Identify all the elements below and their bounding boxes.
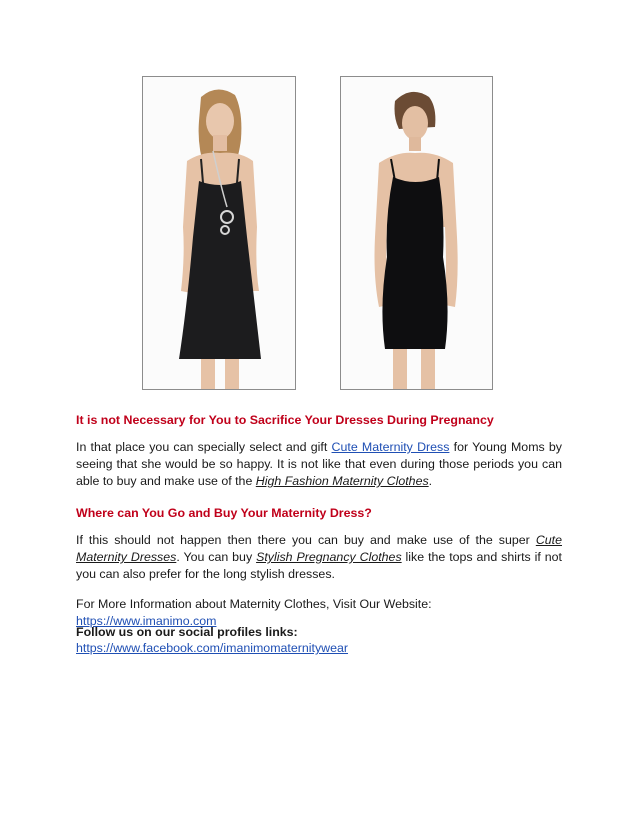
link-cute-maternity-dress[interactable]: Cute Maternity Dress xyxy=(331,440,450,454)
info-text: For More Information about Maternity Clothes, Visit Our Website: xyxy=(76,597,432,611)
paragraph-text: . xyxy=(428,474,433,488)
paragraph-text: . You can buy xyxy=(176,550,257,564)
section-heading-where-to-buy: Where can You Go and Buy Your Maternity Dress? xyxy=(76,506,372,520)
link-high-fashion-maternity-clothes[interactable]: High Fashion Maternity Clothes xyxy=(255,474,429,488)
link-facebook[interactable]: https://www.facebook.com/imanimomaternitywear xyxy=(76,641,349,655)
paragraph-text: like the tops and shirts if not you can also prefer for the long stylish dresses. xyxy=(76,550,562,581)
model-illustration-left xyxy=(143,77,295,389)
section-heading-sacrifice: It is not Necessary for You to Sacrifice Your Dresses During Pregnancy xyxy=(76,413,494,427)
link-cute-maternity-dresses[interactable]: Cute Maternity Dresses xyxy=(76,533,562,564)
link-website[interactable]: https://www.imanimo.com xyxy=(76,614,217,628)
social-heading: Follow us on our social profiles links: xyxy=(76,625,298,639)
dress-photo-right xyxy=(340,76,493,390)
paragraph-text: In that place you can specially select and gift xyxy=(76,440,332,454)
dress-photo-left xyxy=(142,76,296,390)
paragraph-intro xyxy=(76,439,562,490)
link-stylish-pregnancy-clothes[interactable]: Stylish Pregnancy Clothes xyxy=(256,550,402,564)
model-illustration-right xyxy=(341,77,492,389)
paragraph-text: If this should not happen then there you can buy and make use of the super xyxy=(76,533,536,547)
social-link-line xyxy=(76,640,562,657)
paragraph-text: for Young Moms by seeing that she would be so happy. It is not like that even during those periods you can able to buy and make use of the xyxy=(76,440,563,488)
paragraph-where-to-buy xyxy=(76,532,562,583)
